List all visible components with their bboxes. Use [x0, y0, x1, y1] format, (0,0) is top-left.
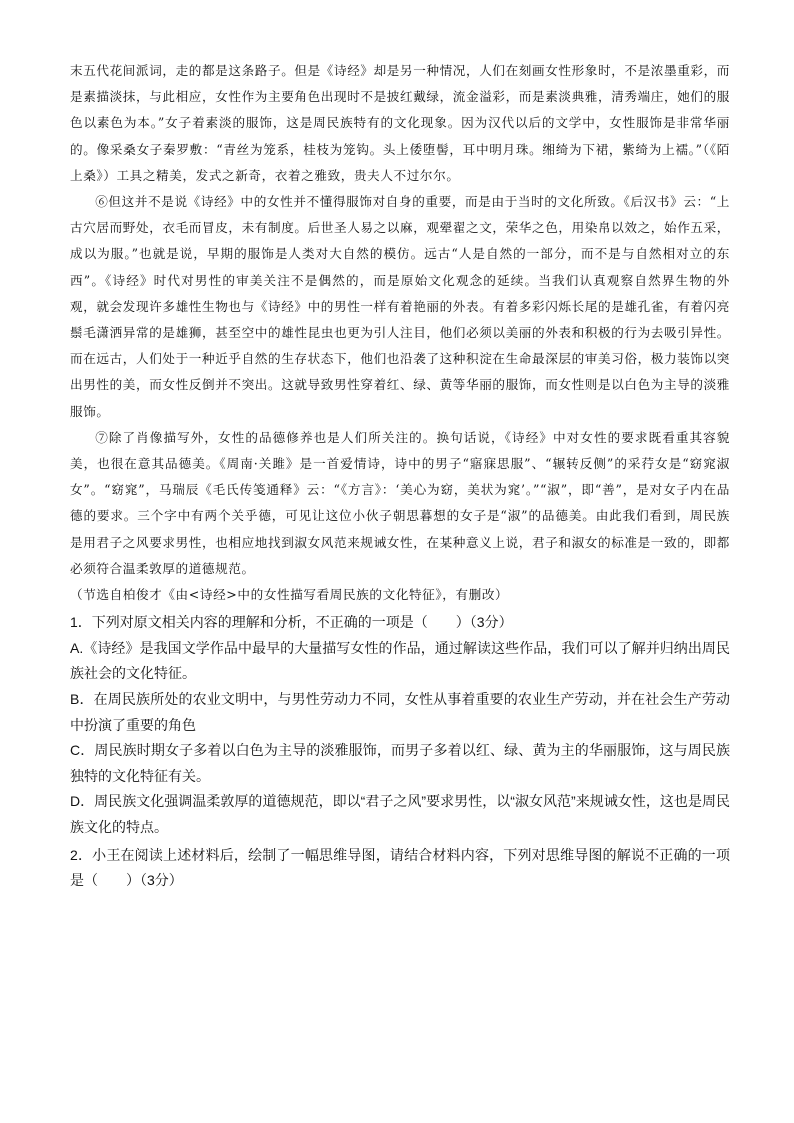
question-1-option-b: B．在周民族所处的农业文明中，与男性劳动力不同，女性从事着重要的农业生产劳动，并在社会生产劳动中扮演了重要的角色: [70, 691, 730, 733]
question-1-stem: 1．下列对原文相关内容的理解和分析，不正确的一项是（ ）（3分）: [70, 614, 513, 631]
document-page: [70, 58, 730, 894]
passage-paragraph-continued: 末五代花间派词，走的都是这条路子。但是《诗经》却是另一种情况，人们在刻画女性形象时，不是浓墨重彩，而是素描淡抹，与此相应，女性作为主要角色出现时不是披红戴绿，流金溢彩，而是素淡典雅，清秀端庄，她们的服色以素色为本。”女子着素淡的服饰，这是周民族特有的文化现象。因为汉代以后的文学中，女性服饰是非常华丽的。像采桑女子秦罗敷：“青丝为笼系，桂枝为笼钩。头上倭堕髻，耳中明月珠。缃绮为下裙，紫绮为上襦。”（《陌上桑》）工具之精美，发式之新奇，衣着之雅致，贵夫人不过尔尔。: [70, 63, 730, 183]
passage-source-citation: （节选自柏俊才《由<诗经>中的女性描写看周民族的文化特征》，有删改）: [70, 587, 509, 603]
passage-paragraph-7: ⑦除了肖像描写外，女性的品德修养也是人们所关注的。换句话说，《诗经》中对女性的要求既看重其容貌美，也很在意其品德美。《周南·关雎》是一首爱情诗，诗中的男子“寤寐思服”、“辗转反侧”的采荇女是“窈窕淑女”。“窈窕”，马瑞辰《毛氏传笺通释》云：“《方言》：‘美心为窈，美状为窕’。”“淑”，即“善”，是对女子内在品德的要求。三个字中有两个关乎德，可见让这位小伙子朝思暮想的女子是“淑”的品德美。由此我们看到，周民族是用君子之风要求男性，也相应地找到淑女风范来规诫女性，在某种意义上说，君子和淑女的标准是一致的，即都必须符合温柔敦厚的道德规范。: [70, 429, 730, 576]
reading-passage: [70, 58, 730, 608]
passage-paragraph-6: ⑥但这并不是说《诗经》中的女性并不懂得服饰对自身的重要，而是由于当时的文化所致。《后汉书》云：“上古穴居而野处，衣毛而冒皮，未有制度。后世圣人易之以麻，观翚翟之文，荣华之色，用染帛以效之，始作五采，成以为服。”也就是说，早期的服饰是人类对大自然的模仿。远古“人是自然的一部分，而不是与自然相对立的东西”。《诗经》时代对男性的审美关注不是偶然的，而是原始文化观念的延续。当我们认真观察自然界生物的外观，就会发现许多雄性生物也与《诗经》中的男性一样有着艳丽的外表。有着多彩闪烁长尾的是雄孔雀，有着闪亮鬃毛潇洒异常的是雄狮，甚至空中的雄性昆虫也更为引人注目，他们必须以美丽的外表和积极的行为去吸引异性。而在远古，人们处于一种近乎自然的生存状态下，他们也沿袭了这种积淀在生命最深层的审美习俗，极力装饰以突出男性的美，而女性反倒并不突出。这就导致男性穿着红、绿、黄等华丽的服饰，而女性则是以白色为主导的淡雅服饰。: [70, 194, 730, 419]
question-1: [70, 610, 730, 840]
question-1-option-a: A.《诗经》是我国文学作品中最早的大量描写女性的作品，通过解读这些作品，我们可以了解并归纳出周民族社会的文化特征。: [70, 639, 730, 682]
question-2: [70, 843, 730, 894]
question-2-stem: 2．小王在阅读上述材料后，绘制了一幅思维导图，请结合材料内容，下列对思维导图的解说不正确的一项是（ ）（3分）: [70, 846, 730, 889]
question-1-option-c: C．周民族时期女子多着以白色为主导的淡雅服饰，而男子多着以红、绿、黄为主的华丽服饰，这与周民族独特的文化特征有关。: [70, 742, 730, 784]
question-1-option-d: D．周民族文化强调温柔敦厚的道德规范，即以“君子之风”要求男性，以“淑女风范”来规诫女性，这也是周民族文化的特点。: [70, 793, 730, 836]
